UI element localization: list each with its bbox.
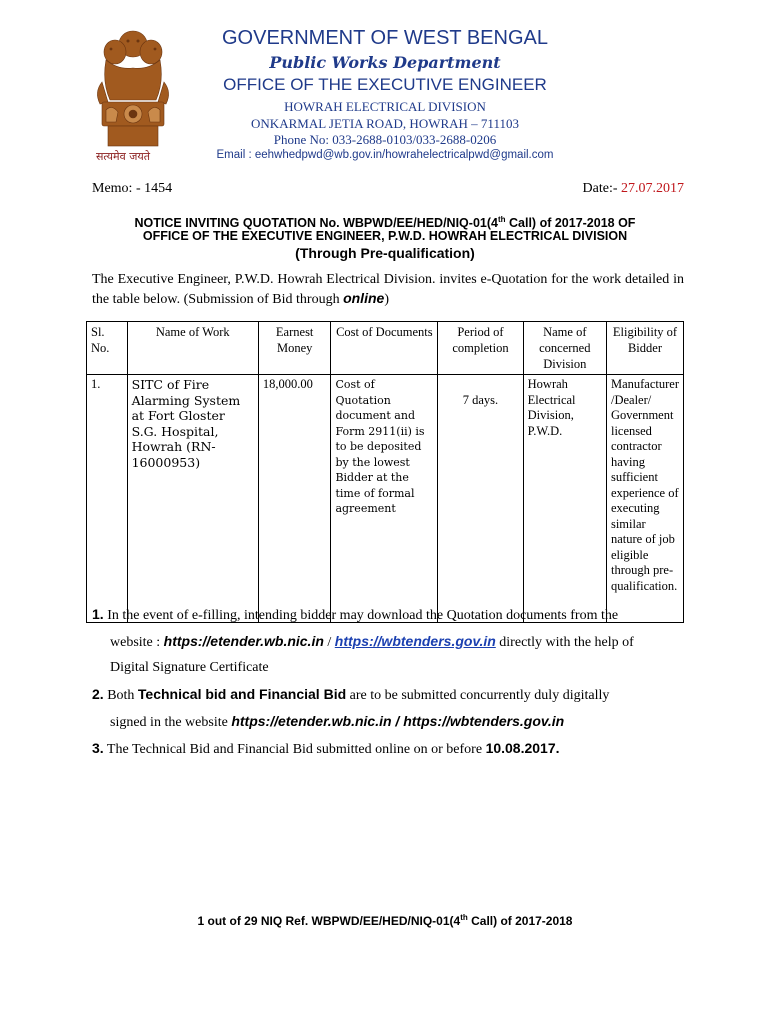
header-period: Period of completion (438, 322, 523, 375)
intro-close: ) (384, 292, 389, 307)
header-name: Name of Work (127, 322, 258, 375)
point-1-number: 1. (92, 606, 104, 622)
date-value: 27.07.2017 (621, 181, 684, 196)
point-2-line2 (110, 713, 564, 731)
office-heading: OFFICE OF THE EXECUTIVE ENGINEER (223, 75, 547, 94)
cell-period: 7 days. (438, 375, 523, 623)
point-1-website-label: website : (110, 635, 164, 650)
government-heading: GOVERNMENT OF WEST BENGAL (222, 27, 548, 49)
point-3-date: 10.08.2017. (485, 740, 560, 756)
cell-cost: Cost of Quotation document and Form 2911(ii) is to be deposited by the lowest Bidder at the time of formal agreement (331, 375, 438, 623)
cell-eligibility: Manufacturer /Dealer/ Government licensed contractor having sufficient experience of executing similar nature of job eligible through pre-qualification. (606, 375, 683, 623)
footer-sup: th (460, 913, 468, 922)
table-header-row (87, 322, 684, 375)
table-row (87, 375, 684, 623)
point-1-line3: Digital Signature Certificate (110, 660, 269, 675)
header-sl: Sl. No. (87, 322, 128, 375)
point-2-bold: Technical bid and Financial Bid (137, 686, 347, 702)
etender-link[interactable]: https://etender.wb.nic.in (163, 633, 324, 649)
cell-division: Howrah Electrical Division, P.W.D. (523, 375, 606, 623)
point-3-number: 3. (92, 740, 104, 756)
intro-online: online (343, 290, 385, 306)
point-2-text-tail: are to be submitted concurrently duly digitally (346, 688, 610, 703)
title-suffix: Call) of 2017-2018 OF (505, 216, 636, 231)
point-1-line2 (110, 633, 634, 651)
cell-sl: 1. (87, 375, 128, 623)
emblem-motto: सत्यमेव जयते (96, 150, 151, 163)
header-division: Name of concerned Division (523, 322, 606, 375)
point-3-line (92, 740, 560, 758)
cell-name: SITC of Fire Alarming System at Fort Gloster S.G. Hospital, Howrah (RN-16000953) (127, 375, 258, 623)
header-cost: Cost of Documents (331, 322, 438, 375)
point-2-line1 (92, 686, 609, 704)
memo-number: Memo: - 1454 (92, 181, 173, 196)
point-1-text: In the event of e-filling, intending bidder may download the Quotation documents from the (103, 608, 619, 623)
state-emblem-icon (88, 22, 178, 167)
title-sup: th (497, 215, 506, 224)
division-heading: HOWRAH ELECTRICAL DIVISION (284, 99, 486, 114)
page-footer (100, 913, 670, 928)
instructions-list (92, 606, 684, 786)
footer-suffix: Call) of 2017-2018 (467, 914, 573, 928)
point-1-text-tail: directly with the help of (495, 635, 634, 650)
memo-date (583, 181, 684, 197)
point-2-text: Both (103, 688, 138, 703)
header-money: Earnest Money (258, 322, 331, 375)
footer-prefix: 1 out of 29 NIQ Ref. WBPWD/EE/HED/NIQ-01(4 (197, 914, 461, 928)
link-separator: / (323, 635, 335, 650)
header-eligibility: Eligibility of Bidder (606, 322, 683, 375)
intro-text: The Executive Engineer, P.W.D. Howrah Electrical Division. invites e-Quotation for the work detailed in the table below. (Submission of Bid through (92, 272, 684, 307)
title-prefix: NOTICE INVITING QUOTATION No. WBPWD/EE/HED/NIQ-01(4 (134, 216, 498, 231)
intro-paragraph (92, 271, 684, 309)
phone-line: Phone No: 033-2688-0103/033-2688-0206 (273, 132, 497, 147)
department-heading: Public Works Department (269, 53, 501, 72)
notice-title-line3: (Through Pre-qualification) (295, 245, 475, 261)
cell-money: 18,000.00 (258, 375, 331, 623)
email-line: Email : eehwhedpwd@wb.gov.in/howrahelectricalpwd@gmail.com (216, 149, 554, 161)
notice-title-line2: OFFICE OF THE EXECUTIVE ENGINEER, P.W.D. HOWRAH ELECTRICAL DIVISION (142, 229, 628, 243)
point-2-website-label: signed in the website (110, 715, 232, 730)
point-1-line1 (92, 606, 618, 624)
date-label: Date:- (582, 181, 621, 196)
works-table (86, 321, 684, 623)
wbtenders-link[interactable]: https://wbtenders.gov.in (334, 633, 496, 649)
website-links[interactable]: https://etender.wb.nic.in / https://wbtenders.gov.in (231, 713, 565, 729)
point-2-number: 2. (92, 686, 104, 702)
point-3-text: The Technical Bid and Financial Bid submitted online on or before (103, 742, 486, 757)
address-line: ONKARMAL JETIA ROAD, HOWRAH – 711103 (251, 116, 519, 131)
